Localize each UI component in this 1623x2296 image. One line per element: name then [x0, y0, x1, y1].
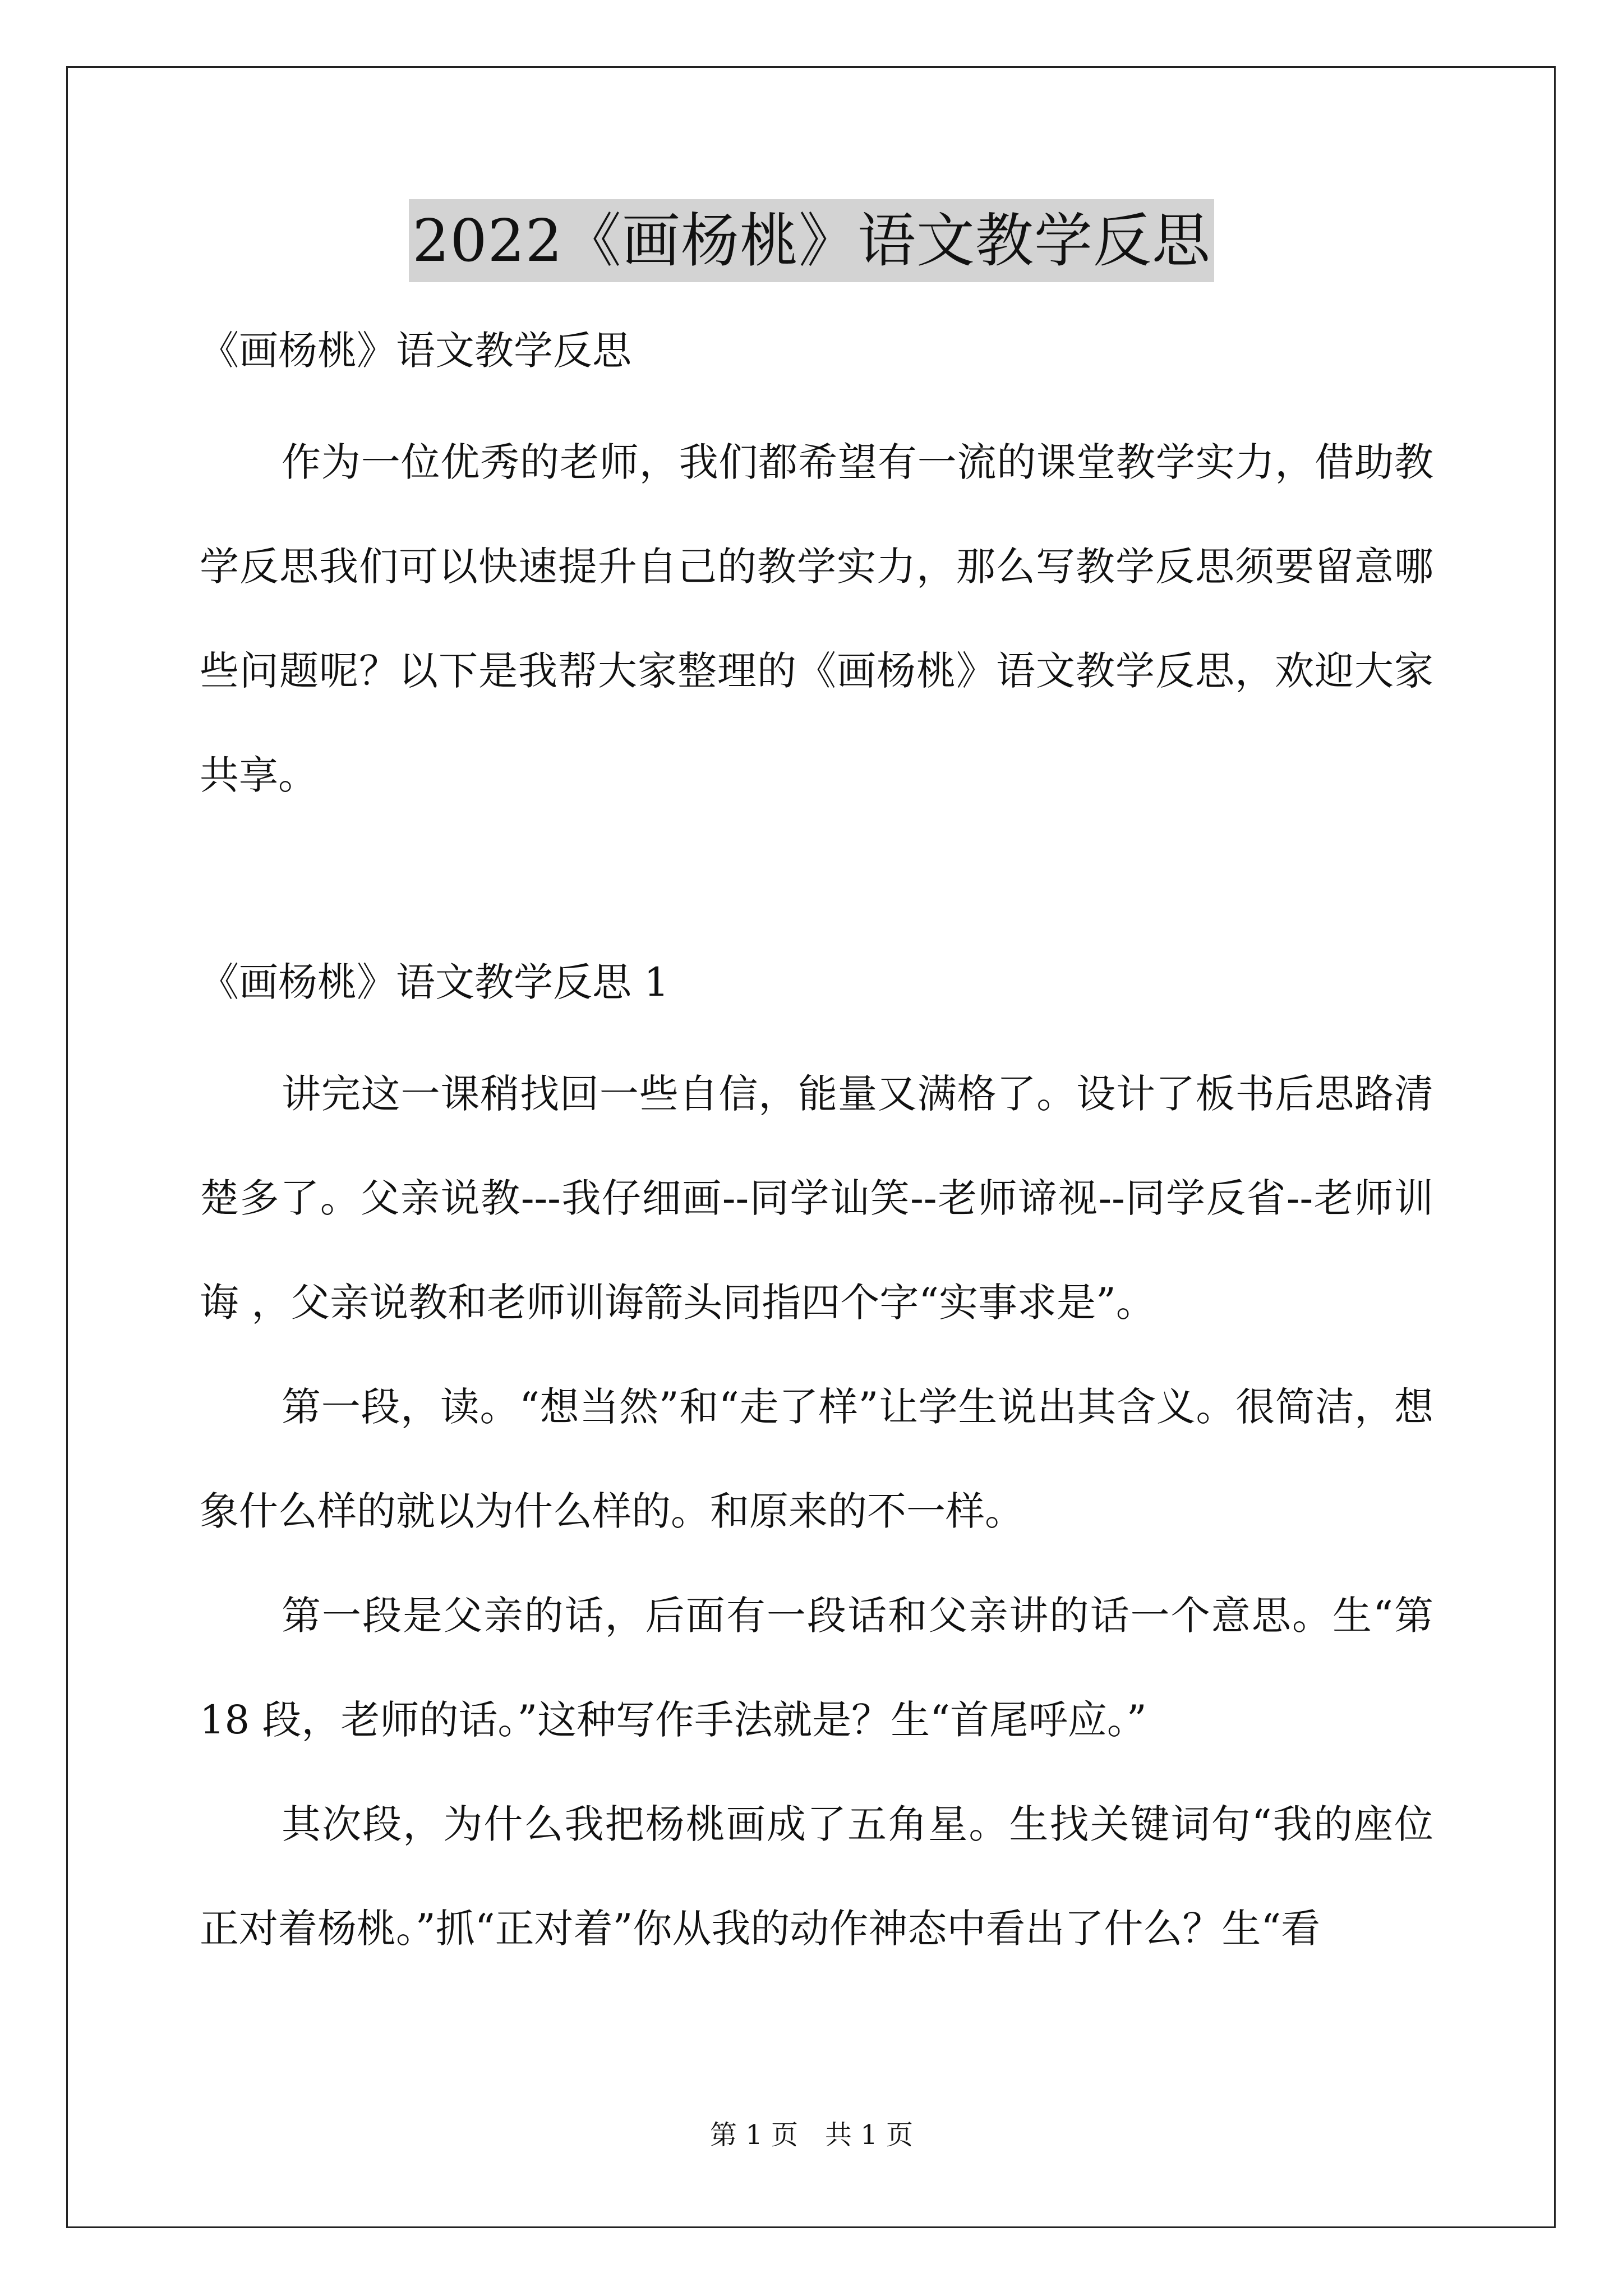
document-body	[200, 311, 1433, 1981]
title-container	[0, 199, 1623, 282]
body-paragraph: 第一段，读。“想当然”和“走了样”让学生说出其含义。很简洁，想象什么样的就以为什么样的。和原来的不一样。	[200, 1384, 1433, 1534]
body-paragraph: 讲完这一课稍找回一些自信，能量又满格了。设计了板书后思路清楚多了。父亲说教---我仔细画--同学讪笑--老师谛视--同学反省--老师训诲 ，父亲说教和老师训诲箭头同指四个字“实事求是”。	[200, 1071, 1433, 1326]
document-title: 2022《画杨桃》语文教学反思	[409, 199, 1214, 282]
section-heading: 《画杨桃》语文教学反思 1	[200, 959, 669, 1005]
document-subtitle: 《画杨桃》语文教学反思	[200, 328, 631, 374]
page-footer: 第 1 页 共 1 页	[709, 2119, 914, 2151]
body-paragraph: 第一段是父亲的话，后面有一段话和父亲讲的话一个意思。生“第 18 段，老师的话。”这种写作手法就是？生“首尾呼应。”	[200, 1593, 1433, 1743]
body-paragraph: 其次段，为什么我把杨桃画成了五角星。生找关键词句“我的座位正对着杨桃。”抓“正对着”你从我的动作神态中看出了什么？生“看	[200, 1801, 1433, 1952]
intro-paragraph: 作为一位优秀的老师，我们都希望有一流的课堂教学实力，借助教学反思我们可以快速提升自己的教学实力，那么写教学反思须要留意哪些问题呢？以下是我帮大家整理的《画杨桃》语文教学反思，欢迎大家共享。	[200, 439, 1433, 798]
